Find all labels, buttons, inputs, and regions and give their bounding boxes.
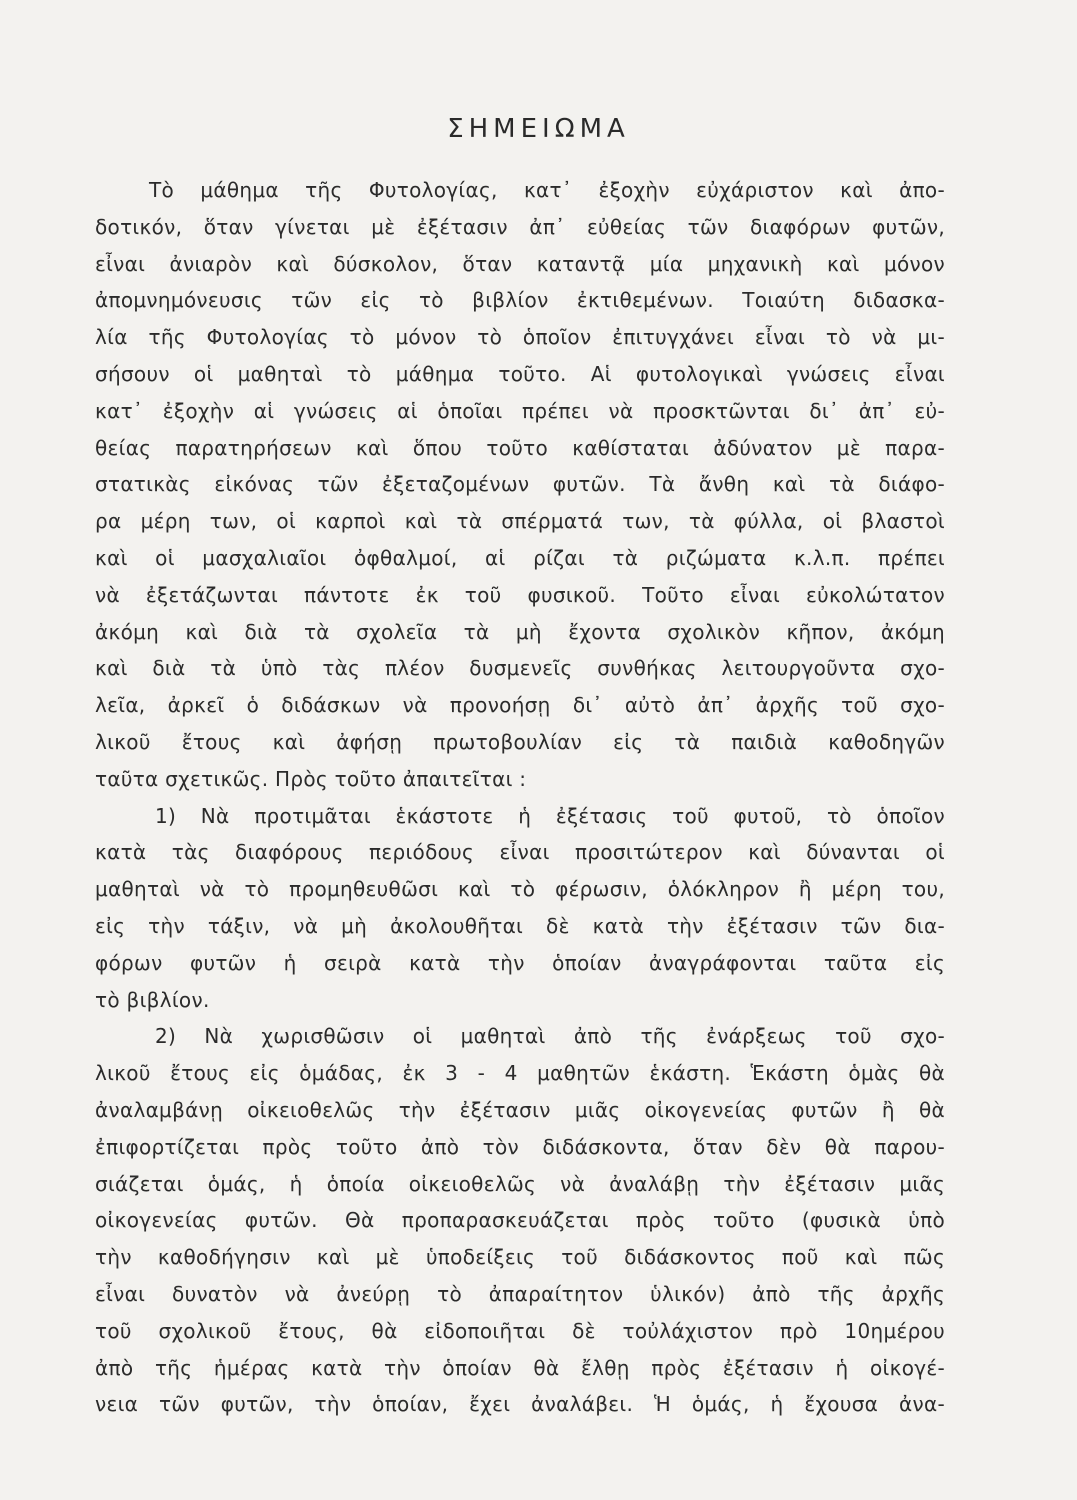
text-line: κατ᾽ ἐξοχὴν αἱ γνώσεις αἱ ὁποῖαι πρέπει νὰ προσκτῶνται δι᾽ ἀπ᾽ εὐ- xyxy=(95,398,945,423)
text-line: ταῦτα σχετικῶς. Πρὸς τοῦτο ἀπαιτεῖται : xyxy=(95,766,527,791)
text-line: δοτικόν, ὅταν γίνεται μὲ ἐξέτασιν ἀπ᾽ εὐθείας τῶν διαφόρων φυτῶν, xyxy=(95,214,945,239)
text-line: θείας παρατηρήσεων καὶ ὅπου τοῦτο καθίσταται ἀδύνατον μὲ παρα- xyxy=(95,435,945,460)
text-line: λία τῆς Φυτολογίας τὸ μόνον τὸ ὁποῖον ἐπιτυγχάνει εἶναι τὸ νὰ μι- xyxy=(95,325,945,350)
text-line: σιάζεται ὁμάς, ἡ ὁποία οἰκειοθελῶς νὰ ἀναλάβῃ τὴν ἐξέτασιν μιᾶς xyxy=(95,1171,945,1196)
text-line: 1) Νὰ προτιμᾶται ἑκάστοτε ἡ ἐξέτασις τοῦ φυτοῦ, τὸ ὁποῖον xyxy=(155,803,945,828)
text-line: 2) Νὰ χωρισθῶσιν οἱ μαθηταὶ ἀπὸ τῆς ἐνάρξεως τοῦ σχο- xyxy=(155,1024,945,1049)
text-line: εἰς τὴν τάξιν, νὰ μὴ ἀκολουθῆται δὲ κατὰ τὴν ἐξέτασιν τῶν δια- xyxy=(95,913,945,938)
text-line: στατικὰς εἰκόνας τῶν ἐξεταζομένων φυτῶν. Τὰ ἄνθη καὶ τὰ διάφο- xyxy=(95,472,945,497)
text-line: σήσουν οἱ μαθηταὶ τὸ μάθημα τοῦτο. Αἱ φυτολογικαὶ γνώσεις εἶναι xyxy=(95,361,945,386)
text-line: καὶ διὰ τὰ ὑπὸ τὰς πλέον δυσμενεῖς συνθήκας λειτουργοῦντα σχο- xyxy=(95,656,945,681)
text-line: φόρων φυτῶν ἡ σειρὰ κατὰ τὴν ὁποίαν ἀναγράφονται ταῦτα εἰς xyxy=(95,950,945,975)
text-line: κατὰ τὰς διαφόρους περιόδους εἶναι προσιτώτερον καὶ δύνανται οἱ xyxy=(95,840,945,865)
text-line: νεια τῶν φυτῶν, τὴν ὁποίαν, ἔχει ἀναλάβει. Ἡ ὁμάς, ἡ ἔχουσα ἀνα- xyxy=(95,1392,945,1417)
text-line: Τὸ μάθημα τῆς Φυτολογίας, κατ᾽ ἐξοχὴν εὐχάριστον καὶ ἀπο- xyxy=(149,178,945,202)
text-line: λικοῦ ἔτους καὶ ἀφήσῃ πρωτοβουλίαν εἰς τὰ παιδιὰ καθοδηγῶν xyxy=(95,729,945,754)
text-line: τὴν καθοδήγησιν καὶ μὲ ὑποδείξεις τοῦ διδάσκοντος ποῦ καὶ πῶς xyxy=(95,1245,945,1270)
text-line: τὸ βιβλίον. xyxy=(95,987,210,1012)
text-line: λικοῦ ἔτους εἰς ὁμάδας, ἐκ 3 - 4 μαθητῶν ἑκάστη. Ἑκάστη ὁμὰς θὰ xyxy=(95,1061,945,1086)
text-line: οἰκογενείας φυτῶν. Θὰ προπαρασκευάζεται πρὸς τοῦτο (φυσικὰ ὑπὸ xyxy=(95,1208,945,1233)
text-line: μαθηταὶ νὰ τὸ προμηθευθῶσι καὶ τὸ φέρωσιν, ὁλόκληρον ἢ μέρη του, xyxy=(95,877,945,902)
text-line: ἐπιφορτίζεται πρὸς τοῦτο ἀπὸ τὸν διδάσκοντα, ὅταν δὲν θὰ παρου- xyxy=(95,1134,945,1159)
text-line: ρα μέρη των, οἱ καρποὶ καὶ τὰ σπέρματά των, τὰ φύλλα, οἱ βλαστοὶ xyxy=(95,509,945,534)
text-line: λεῖα, ἀρκεῖ ὁ διδάσκων νὰ προνοήσῃ δι᾽ αὐτὸ ἀπ᾽ ἀρχῆς τοῦ σχο- xyxy=(95,693,945,718)
text-line: ἀπὸ τῆς ἡμέρας κατὰ τὴν ὁποίαν θὰ ἔλθῃ πρὸς ἐξέτασιν ἡ οἰκογέ- xyxy=(95,1355,945,1380)
text-line: εἶναι δυνατὸν νὰ ἀνεύρῃ τὸ ἀπαραίτητον ὑλικόν) ἀπὸ τῆς ἀρχῆς xyxy=(95,1281,945,1306)
page-title: ΣΗΜΕΙΩΜΑ xyxy=(447,114,630,144)
text-line: εἶναι ἀνιαρὸν καὶ δύσκολον, ὅταν καταντᾷ μία μηχανικὴ καὶ μόνον xyxy=(95,251,945,276)
text-line: νὰ ἐξετάζωνται πάντοτε ἐκ τοῦ φυσικοῦ. Τοῦτο εἶναι εὐκολώτατον xyxy=(95,582,945,607)
body-text xyxy=(95,172,945,1423)
text-line: ἀναλαμβάνῃ οἰκειοθελῶς τὴν ἐξέτασιν μιᾶς οἰκογενείας φυτῶν ἢ θὰ xyxy=(95,1097,945,1122)
text-line: τοῦ σχολικοῦ ἔτους, θὰ εἰδοποιῆται δὲ τοὐλάχιστον πρὸ 10ημέρου xyxy=(95,1318,945,1343)
text-line: ἀπομνημόνευσις τῶν εἰς τὸ βιβλίον ἐκτιθεμένων. Τοιαύτη διδασκα- xyxy=(95,288,945,313)
text-line: καὶ οἱ μασχαλιαῖοι ὀφθαλμοί, αἱ ρίζαι τὰ ριζώματα κ.λ.π. πρέπει xyxy=(95,545,945,570)
text-line: ἀκόμη καὶ διὰ τὰ σχολεῖα τὰ μὴ ἔχοντα σχολικὸν κῆπον, ἀκόμη xyxy=(95,619,945,644)
